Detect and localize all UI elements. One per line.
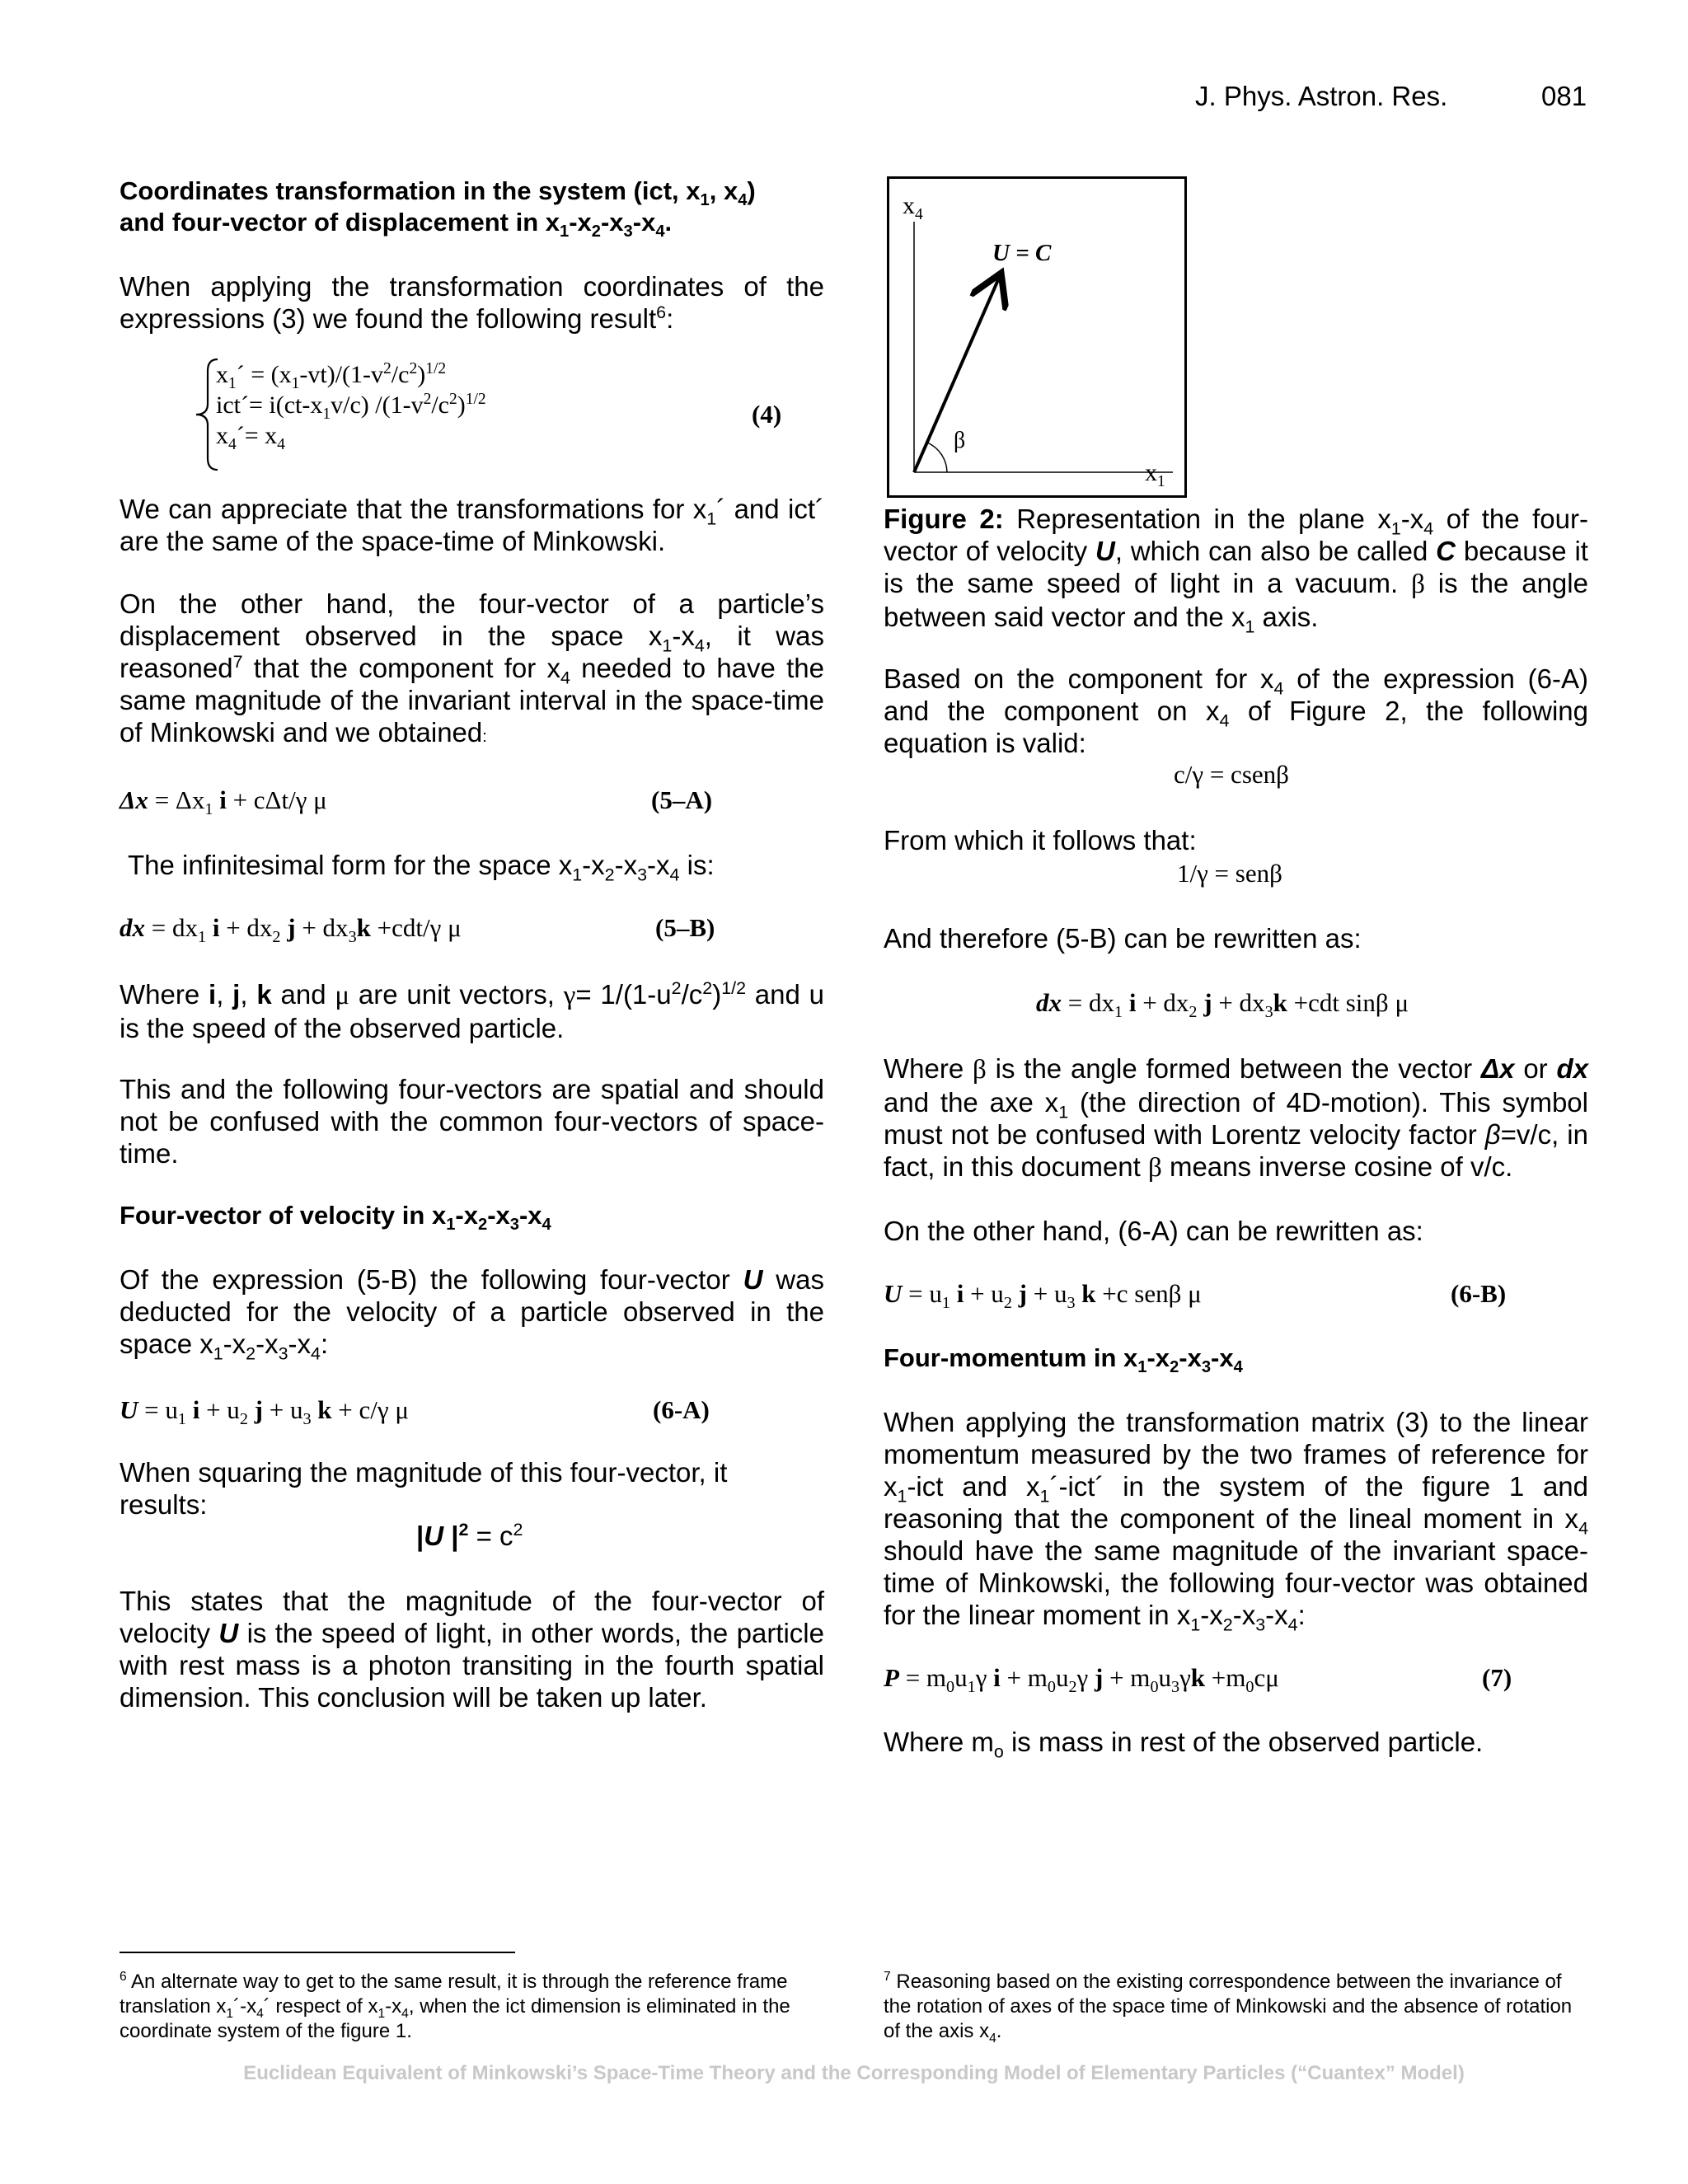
equation-4-row-3: $x_4´= x_4$ (216, 422, 285, 453)
equation-4-system (216, 359, 486, 451)
equation-number-5b: (5–B) (655, 913, 715, 942)
paragraph-other-hand: On the other hand, the four-vector of a particle’s displacement observed in the space $x_1-x_4$, it was reasoned$^7$ that the component for $x_4$ needed to have the same magnitude of the invariant interval in the space-time of Minkowski and we obtained: (120, 588, 825, 748)
figure-axis-x4-label: $x_4$ (903, 192, 923, 223)
equation-number-6a: (6-A) (653, 1395, 710, 1424)
paragraph-follows: From which it follows that: (884, 825, 1197, 855)
equation-5b-rewritten: dx = $dx_1$ $i + dx_2$ $j + dx_3k +cdt$ sinβ μ (1036, 988, 1409, 1022)
section-heading-coordinates: Coordinates transformation in the system (ict, $x_1$, $x_4$) and four-vector of displacement in $x_1-x_2-x_3-x_4$. (120, 176, 756, 241)
equation-7: $P = m_0u_1\gamma$ $i + m_0u_2\gamma$ $j + m_0u_3\gamma k +m_0c\mu$ (884, 1663, 1279, 1697)
paragraph-spatial-four-vectors: This and the following four-vectors are spatial and should not be confused with the common four-vectors of space-time. (120, 1074, 824, 1169)
footnote-separator (120, 1952, 515, 1953)
footer-paper-title: Euclidean Equivalent of Minkowski’s Space-Time Theory and the Corresponding Model of Elementary Particles (“Cuantex” Model) (243, 2062, 1465, 2084)
paragraph-appreciate: We can appreciate that the transformations for $x_1´$ and ict´ are the same of the space-time of Minkowski. (120, 494, 825, 556)
equation-number-7: (7) (1482, 1663, 1512, 1692)
equation-number-6b: (6-B) (1451, 1279, 1507, 1308)
paragraph-beta-angle: Where β is the angle formed between the vector Δx or dx and the axe $x_1$ (the direction of 4D-motion). This symbol must not be confused with Lorentz velocity factor β=v/c, in fact, in this document β means inverse cosine of v/c. (884, 1053, 1588, 1183)
paragraph-magnitude-conclusion: This states that the magnitude of the four-vector of velocity U is the speed of light, in other words, the particle with rest mass is a photon transiting in the fourth spatial dimension. This conclusion will be taken up later. (120, 1586, 824, 1713)
equation-c-gamma: c/γ = csenβ (1174, 760, 1289, 789)
figure-2-diagram (889, 179, 1184, 495)
paragraph-expression-5b: Of the expression (5-B) the following four-vector U was deducted for the velocity of a particle observed in the space $x_1-x_2-x_3-x_4$: (120, 1264, 824, 1364)
equation-6b: $U = u_1$ $i + u_2$ $j + u_3$ k +c senβ μ (884, 1279, 1202, 1313)
section-heading-velocity: Four-vector of velocity in $x_1-x_2-x_3-x_4$ (120, 1201, 551, 1235)
figure-angle-label: β (954, 428, 966, 453)
figure-2-caption: Figure 2: Representation in the plane $x_1-x_4$ of the four-vector of velocity U, which can also be called C because it is the same speed of light in a vacuum. β is the angle between said vector and the $x_1$ axis. (884, 504, 1588, 637)
paragraph-unit-vectors: Where i, j, k and μ are unit vectors, $\gamma= 1/(1-u^2/c^2)^{1/2}$ and u is the speed of the observed particle. (120, 978, 825, 1043)
paragraph-6a-rewritten: On the other hand, (6-A) can be rewritten as: (884, 1216, 1423, 1246)
section-heading-four-momentum: Four-momentum in $x_1-x_2-x_3-x_4$ (884, 1343, 1243, 1377)
footnote-7: $^7$ Reasoning based on the existing correspondence between the invariance of the rotation of axes of the space time of Minkowski and the absence of rotation of the axis $x_4$. (884, 1970, 1573, 2046)
equation-number-5a: (5–A) (651, 785, 713, 814)
equation-number-4: (4) (752, 400, 782, 429)
equation-magnitude: |U $|^2 = c^2$ (416, 1520, 523, 1551)
equation-6a: $U = u_1$ $i + u_2$ $j + u_3$ k + c/γ μ (120, 1395, 409, 1429)
figure-vector-label: U = C (992, 240, 1052, 266)
beta-angle-arc (927, 443, 947, 472)
paragraph-infinitesimal: The infinitesimal form for the space $x_1-x_2-x_3-x_4$ is: (128, 850, 715, 885)
paragraph-based-on-component: Based on the component for $x_4$ of the expression (6-A) and the component on $x_4$ of Figure 2, the following equation is valid: (884, 663, 1588, 758)
paragraph-squaring: When squaring the magnitude of this four-vector, it results: (120, 1457, 728, 1520)
running-journal-title: J. Phys. Astron. Res. (1195, 81, 1448, 111)
paragraph-rewritten-5b: And therefore (5-B) can be rewritten as: (884, 923, 1362, 954)
paragraph-applying-transformation: When applying the transformation coordinates of the expressions (3) we found the following result$^6$: (120, 271, 824, 334)
figure-2-frame (887, 176, 1187, 498)
equation-5b: dx = $dx_1$ $i + dx_2$ $j + dx_3k +cdt/\gamma$ μ (120, 913, 462, 947)
paragraph-rest-mass: Where $m_o$ is mass in rest of the observed particle. (884, 1727, 1484, 1762)
equation-4-row-1: $x_1´ = (x_1-vt)/(1-v^2/c^2)^{1/2}$ (216, 360, 447, 392)
paragraph-transformation-matrix: When applying the transformation matrix (3) to the linear momentum measured by the two frames of reference for $x_1$-ict and $x_1´-ict´$ in the system of the figure 1 and reasoning that the component of the lineal moment in $x_4$ should have the same magnitude of the invariant space-time of Minkowski, the following four-vector was obtained for the linear moment in $x_1-x_2-x_3-x_4$: (884, 1407, 1588, 1635)
equation-4-row-2: ict´= $i(ct-x_1v/c)$ $/(1-v^2/c^2)^{1/2}$ (216, 391, 486, 423)
footnote-6: $^6$ An alternate way to get to the same result, it is through the reference frame translation $x_1´-x_4´$ respect of $x_1-x_4$, when the ict dimension is eliminated in the coordinate system of the figure 1. (120, 1970, 790, 2042)
figure-axis-x1-label: $x_1$ (1145, 459, 1165, 490)
equation-one-gamma: 1/γ = senβ (1177, 859, 1282, 888)
page-number: 081 (1541, 81, 1587, 111)
equation-5a: $\Delta x = \Delta x_1$ i + cΔt/γ μ (120, 785, 327, 819)
